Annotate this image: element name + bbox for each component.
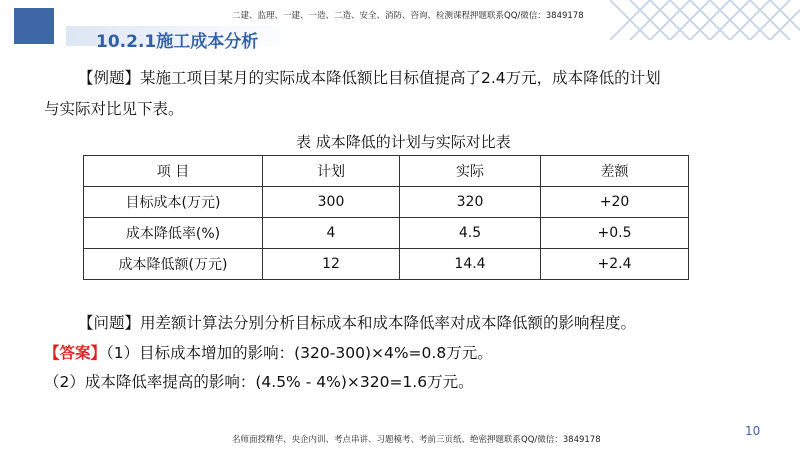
header-cell-actual: 实际: [400, 156, 541, 187]
table-cell: +2.4: [541, 249, 689, 280]
table-cell: 成本降低率(%): [84, 218, 263, 249]
header-contact-note: 二建、监理、一建、一造、二造、安全、消防、咨询、检测课程押题联系QQ/微信：3849178: [232, 11, 584, 21]
section-title: 10.2.1施工成本分析: [96, 32, 259, 52]
comparison-table: [83, 155, 689, 280]
table-cell: 300: [263, 187, 400, 218]
answer-step-2: （2）成本降低率提高的影响：(4.5% - 4%)×320=1.6万元。: [44, 373, 474, 391]
answer-line-1: [44, 341, 493, 365]
answer-label: 【答案】: [44, 344, 107, 362]
table-cell: +20: [541, 187, 689, 218]
table-cell: 14.4: [400, 249, 541, 280]
example-line-1: [78, 66, 661, 90]
page-number: 10: [745, 424, 761, 438]
table-cell: 目标成本(万元): [84, 187, 263, 218]
footer-contact-note: 名师面授精华、央企内训、考点串讲、习题模考、考前三页纸、绝密押题联系QQ/微信：3849178: [232, 435, 601, 445]
question-text: 【问题】用差额计算法分别分析目标成本和成本降低率对成本降低额的影响程度。: [78, 314, 637, 332]
table-cell: 4: [263, 218, 400, 249]
header-cell-difference: 差额: [541, 156, 689, 187]
corner-block: [14, 8, 54, 44]
answer-step-1: （1）目标成本增加的影响：(320-300)×4%=0.8万元。: [106, 344, 493, 362]
table-row: [84, 218, 689, 249]
table-header-row: [84, 156, 689, 187]
table-cell: 12: [263, 249, 400, 280]
table-cell: 320: [400, 187, 541, 218]
example-text: 某施工项目某月的实际成本降低额比目标值提高了2.4万元，成本降低的计划: [140, 69, 661, 87]
table-row: [84, 187, 689, 218]
table-cell: +0.5: [541, 218, 689, 249]
header-cell-plan: 计划: [263, 156, 400, 187]
table-cell: 成本降低额(万元): [84, 249, 263, 280]
example-label: 【例题】: [78, 69, 141, 87]
decorative-lattice: [610, 0, 800, 40]
table-row: [84, 249, 689, 280]
header-cell-item: 项 目: [84, 156, 263, 187]
example-line-2: 与实际对比见下表。: [44, 100, 184, 118]
table-caption: 表 成本降低的计划与实际对比表: [296, 133, 511, 151]
table-cell: 4.5: [400, 218, 541, 249]
